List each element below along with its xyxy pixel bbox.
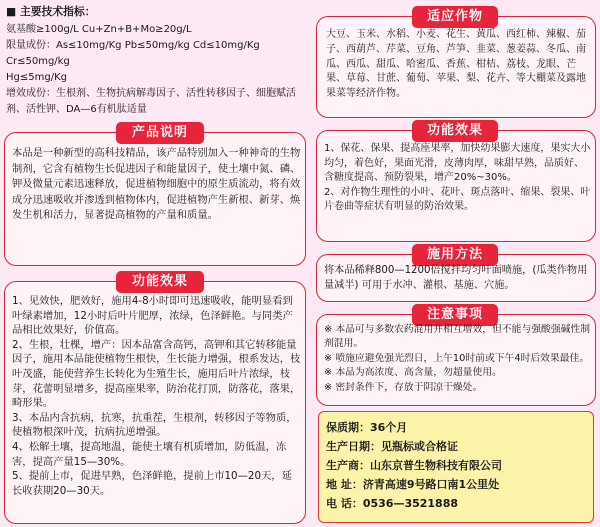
usage-body: 将本品稀释800—1200倍搅拌均匀叶面喷施，(瓜类作物用量减半) 可用于水冲、灌根、基施、穴施。 bbox=[324, 265, 588, 291]
contact-body: 保质期：36个月 生产日期：见瓶标或合格证 生产商：山东京普生物科技有限公司 地 址：济青高速9号路口南1公里处 电 话：0536—3521888 bbox=[326, 421, 502, 510]
effects-right-title: 功能效果 bbox=[412, 120, 498, 142]
specs-heading: ■ 主要技术指标： bbox=[6, 5, 96, 18]
specs-body: 氨基酸≥100g/L Cu+Zn+B+Mo≥20g/L 限量成份：As≤10mg/Kg Pb≤50mg/kg Cd≤10mg/Kg Cr≤50mg/kg Hg≤5mg/Kg 增效成份：生根剂、生物抗病解毒因子、活性转移因子、细胞赋活剂、活性钾、DA—6有机肽适量 bbox=[6, 24, 296, 115]
effects-left-body: 1、见效快，肥效好，施用4-8小时即可迅速吸收，能明显看到叶绿素增加，12小时后叶片肥厚，浓绿，色泽鲜艳。与同类产品相比效果好，价值高。 2、生根，壮棵，增产：因本品富含高钙，高钾和其它转移能量因子，施用本品能使植物生根快，生长能力增强，根系发达，枝叶茂盛，能使营养生长转化为生殖生长，施用后叶片浓绿，枝芽，花蕾明显增多，提高座果率，防治花打顶，防落花，落果，畸形果。 3、本品内含抗病，抗寒，抗重茬，生根剂，转移因子等物质，使植物根深叶茂，抗病抗逆增强。 4、松解土壤，提高地温，能使土壤有机质增加，防低温，冻害，提高产量15—30%。 5、提前上市，促进早熟，色泽鲜艳，提前上市10—20天，延长收获期20—30天。 bbox=[12, 295, 301, 497]
notes-title: 注意事项 bbox=[412, 304, 498, 326]
effects-left-title: 功能效果 bbox=[116, 271, 204, 293]
crops-title: 适应作物 bbox=[412, 6, 498, 28]
crops-body: 大豆、玉米、水稻、小麦、花生、黄瓜、西红柿、辣椒、茄子、西葫芦、芹菜、豆角、芦笋、韭菜、葱姜蒜、冬瓜、南瓜、西瓜、甜瓜、哈密瓜、香蕉、柑桔、荔枝、龙眼、芒果、草莓、甘蔗、葡萄、苹果、梨、花卉、等大棚菜及露地果菜等经济作物。 bbox=[326, 29, 586, 100]
product-desc-body: 本品是一种新型的高科技精品，该产品特别加入一种神奇的生物制剂，它含有植物生长促进因子和能量因子，使土壤中氮、磷、钾及微量元素迅速释放，促进植物细胞中的原生质流动，将有效成分迅速吸收并渗透到植物体内，促进植物产生新根、新芽、焕发生机和活力，显著提高植物的产量和质量。 bbox=[12, 147, 301, 221]
notes-body: ※ 本品可与多数农药混用并相互增效，但不能与强酸强碱性制剂混用。 ※ 喷施应避免强光烈日，上午10时前或下午4时后效果最佳。 ※ 本品为高浓度、高含量，勿超量使用。 ※ 密封条件下，存放于阴凉干燥处。 bbox=[324, 324, 591, 393]
effects-right-body: 1、保花、保果、提高座果率，加快幼果膨大速度，果实大小均匀，着色好，果面光滑，皮薄肉厚，味甜早熟，品质好、含糖度提高、预防裂果，增产20%~30%。 2、对作物生理性的小叶、花叶、斑点落叶、缩果、裂果、叶片卷曲等症状有明显的防治效果。 bbox=[324, 143, 591, 213]
usage-title: 施用方法 bbox=[412, 244, 498, 266]
product-desc-title: 产品说明 bbox=[116, 122, 204, 144]
